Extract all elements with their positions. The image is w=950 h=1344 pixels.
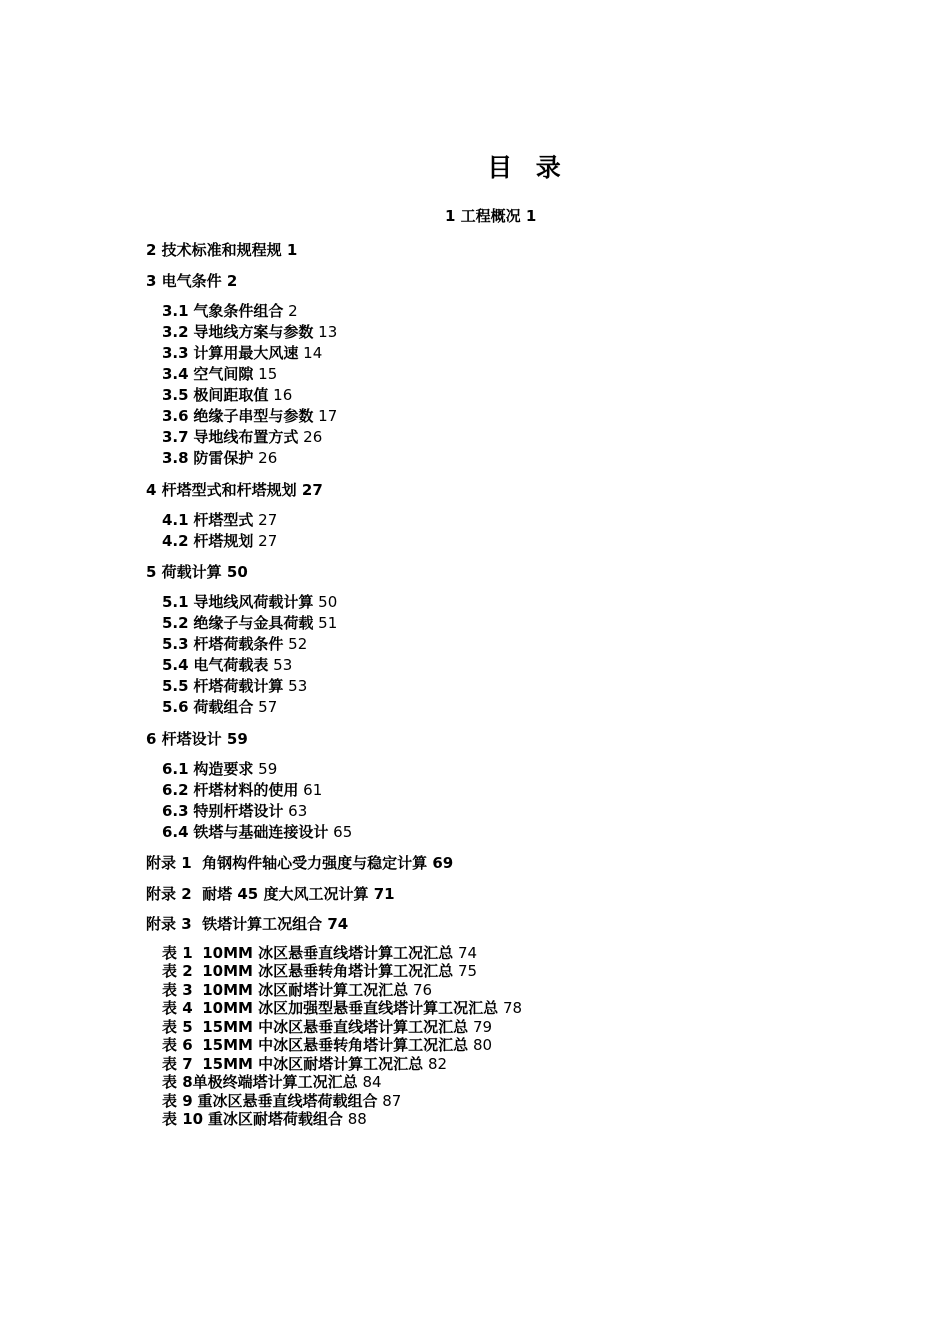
toc-text: 10MM 冰区悬垂转角塔计算工况汇总 <box>202 962 454 980</box>
toc-text: 空气间隙 <box>193 365 254 383</box>
toc-page: 53 <box>288 677 308 695</box>
toc-num: 表 5 <box>162 1018 193 1036</box>
toc-num: 3 <box>146 272 157 290</box>
toc-page: 88 <box>347 1110 367 1128</box>
toc-text: 15MM 中冰区悬垂直线塔计算工况汇总 <box>202 1018 469 1036</box>
toc-page: 1 <box>286 241 298 259</box>
toc-num: 5 <box>146 563 157 581</box>
toc-section-6-3[interactable] <box>162 801 307 821</box>
toc-text: 荷载计算 <box>161 563 222 581</box>
toc-num: 表 2 <box>162 962 193 980</box>
toc-page: 50 <box>226 563 248 581</box>
toc-text: 铁塔与基础连接设计 <box>193 823 329 841</box>
toc-text: 极间距取值 <box>193 386 269 404</box>
toc-section-3-6[interactable] <box>162 406 337 426</box>
toc-num: 4.1 <box>162 511 189 529</box>
toc-text: 10MM 冰区加强型悬垂直线塔计算工况汇总 <box>202 999 499 1017</box>
toc-text: 构造要求 <box>193 760 254 778</box>
toc-text: 10MM 冰区耐塔计算工况汇总 <box>202 981 409 999</box>
toc-num: 表 8 <box>162 1073 193 1091</box>
toc-table-6[interactable] <box>162 1036 492 1054</box>
toc-num: 表 3 <box>162 981 193 999</box>
toc-num: 6.3 <box>162 802 189 820</box>
toc-page: 26 <box>303 428 323 446</box>
toc-section-5-5[interactable] <box>162 676 307 696</box>
toc-num: 3.2 <box>162 323 189 341</box>
toc-page: 59 <box>226 730 248 748</box>
toc-page: 74 <box>457 944 478 962</box>
toc-num: 附录 3 <box>146 915 192 933</box>
toc-text: 杆塔荷载条件 <box>193 635 284 653</box>
toc-page: 50 <box>318 593 338 611</box>
toc-num: 表 7 <box>162 1055 193 1073</box>
toc-page: 27 <box>258 511 278 529</box>
toc-page: 16 <box>273 386 293 404</box>
toc-table-9[interactable] <box>162 1092 401 1110</box>
toc-text: 电气条件 <box>161 272 222 290</box>
toc-section-5-3[interactable] <box>162 634 307 654</box>
toc-table-3[interactable] <box>162 981 432 999</box>
toc-text: 15MM 中冰区耐塔计算工况汇总 <box>202 1055 424 1073</box>
toc-section-3-3[interactable] <box>162 343 322 363</box>
toc-num: 6 <box>146 730 157 748</box>
toc-section-5-4[interactable] <box>162 655 292 675</box>
toc-page: 52 <box>288 635 308 653</box>
toc-section-3-1[interactable] <box>162 301 298 321</box>
toc-page: 14 <box>303 344 323 362</box>
toc-text: 导地线布置方式 <box>193 428 299 446</box>
toc-num: 表 10 <box>162 1110 204 1128</box>
toc-section-6-4[interactable] <box>162 822 352 842</box>
toc-text: 10MM 冰区悬垂直线塔计算工况汇总 <box>202 944 454 962</box>
toc-num: 1 <box>445 207 456 225</box>
toc-page: 26 <box>258 449 278 467</box>
toc-num: 表 6 <box>162 1036 193 1054</box>
toc-num: 6.4 <box>162 823 189 841</box>
toc-page: 1 <box>525 207 537 225</box>
toc-num: 3.4 <box>162 365 189 383</box>
toc-page: 15 <box>258 365 278 383</box>
toc-num: 3.8 <box>162 449 189 467</box>
toc-num: 5.3 <box>162 635 189 653</box>
toc-text: 工程概况 <box>460 207 521 225</box>
toc-chapter-2[interactable] <box>146 240 297 260</box>
toc-text: 导地线风荷载计算 <box>193 593 314 611</box>
toc-section-6-1[interactable] <box>162 759 277 779</box>
toc-page: 79 <box>472 1018 493 1036</box>
toc-page: 84 <box>362 1073 382 1091</box>
toc-text: 角钢构件轴心受力强度与稳定计算 <box>202 854 428 872</box>
toc-num: 3.6 <box>162 407 189 425</box>
toc-text: 杆塔型式 <box>193 511 254 529</box>
toc-num: 附录 2 <box>146 885 192 903</box>
toc-appendix-3[interactable] <box>146 914 348 934</box>
toc-page: 57 <box>258 698 278 716</box>
toc-text: 气象条件组合 <box>193 302 284 320</box>
toc-text: 计算用最大风速 <box>193 344 299 362</box>
toc-section-3-7[interactable] <box>162 427 322 447</box>
toc-page: 61 <box>303 781 323 799</box>
toc-text: 铁塔计算工况组合 <box>202 915 323 933</box>
toc-title: 目 录 <box>487 153 563 182</box>
toc-text: 重冰区悬垂直线塔荷载组合 <box>197 1092 378 1110</box>
toc-page: 27 <box>301 481 323 499</box>
toc-text: 绝缘子串型与参数 <box>193 407 314 425</box>
toc-page: 59 <box>258 760 278 778</box>
toc-page: 80 <box>472 1036 493 1054</box>
toc-table-10[interactable] <box>162 1110 367 1128</box>
toc-text: 单极终端塔计算工况汇总 <box>192 1073 358 1091</box>
toc-section-4-1[interactable] <box>162 510 277 530</box>
toc-page: 13 <box>318 323 338 341</box>
toc-num: 表 4 <box>162 999 193 1017</box>
toc-page: 2 <box>226 272 238 290</box>
toc-section-5-6[interactable] <box>162 697 277 717</box>
toc-text: 15MM 中冰区悬垂转角塔计算工况汇总 <box>202 1036 469 1054</box>
toc-num: 5.2 <box>162 614 189 632</box>
toc-page: 74 <box>327 915 349 933</box>
toc-text: 杆塔材料的使用 <box>193 781 299 799</box>
toc-chapter-4[interactable] <box>146 480 323 500</box>
toc-table-7[interactable] <box>162 1055 447 1073</box>
toc-num: 3.1 <box>162 302 189 320</box>
toc-section-4-2[interactable] <box>162 531 277 551</box>
toc-num: 3.7 <box>162 428 189 446</box>
toc-section-3-8[interactable] <box>162 448 277 468</box>
toc-page: 82 <box>427 1055 448 1073</box>
toc-num: 表 1 <box>162 944 193 962</box>
toc-section-3-5[interactable] <box>162 385 292 405</box>
toc-text: 特别杆塔设计 <box>193 802 284 820</box>
toc-page: 65 <box>333 823 353 841</box>
toc-text: 杆塔设计 <box>161 730 222 748</box>
toc-page: 78 <box>502 999 523 1017</box>
toc-page: 87 <box>382 1092 402 1110</box>
toc-page: 75 <box>457 962 478 980</box>
toc-text: 耐塔 45 度大风工况计算 <box>202 885 369 903</box>
toc-num: 表 9 <box>162 1092 193 1110</box>
toc-table-1[interactable] <box>162 944 477 962</box>
toc-table-5[interactable] <box>162 1018 492 1036</box>
toc-chapter-6[interactable] <box>146 729 248 749</box>
toc-text: 荷载组合 <box>193 698 254 716</box>
toc-num: 6.1 <box>162 760 189 778</box>
toc-page: 51 <box>318 614 338 632</box>
toc-chapter-5[interactable] <box>146 562 248 582</box>
toc-text: 杆塔规划 <box>193 532 254 550</box>
toc-table-4[interactable] <box>162 999 522 1017</box>
toc-num: 5.4 <box>162 656 189 674</box>
toc-page: 69 <box>432 854 454 872</box>
toc-num: 附录 1 <box>146 854 192 872</box>
toc-text: 导地线方案与参数 <box>193 323 314 341</box>
toc-text: 杆塔荷载计算 <box>193 677 284 695</box>
toc-section-5-1[interactable] <box>162 592 337 612</box>
toc-page: 27 <box>258 532 278 550</box>
toc-appendix-1[interactable] <box>146 853 453 873</box>
toc-text: 杆塔型式和杆塔规划 <box>161 481 297 499</box>
toc-table-2[interactable] <box>162 962 477 980</box>
toc-section-3-4[interactable] <box>162 364 277 384</box>
toc-page: 53 <box>273 656 293 674</box>
toc-chapter-3[interactable] <box>146 271 237 291</box>
toc-page: 63 <box>288 802 308 820</box>
toc-page: 76 <box>412 981 433 999</box>
toc-text: 绝缘子与金具荷载 <box>193 614 314 632</box>
toc-page: 17 <box>318 407 338 425</box>
toc-num: 6.2 <box>162 781 189 799</box>
toc-section-6-2[interactable] <box>162 780 322 800</box>
toc-page: 71 <box>373 885 395 903</box>
toc-num: 4.2 <box>162 532 189 550</box>
toc-section-3-2[interactable] <box>162 322 337 342</box>
toc-text: 防雷保护 <box>193 449 254 467</box>
toc-num: 2 <box>146 241 157 259</box>
toc-num: 4 <box>146 481 157 499</box>
toc-section-5-2[interactable] <box>162 613 337 633</box>
toc-page: 2 <box>288 302 298 320</box>
toc-num: 5.1 <box>162 593 189 611</box>
toc-num: 5.6 <box>162 698 189 716</box>
toc-num: 5.5 <box>162 677 189 695</box>
toc-chapter-1[interactable] <box>445 206 536 226</box>
toc-table-8[interactable] <box>162 1073 382 1091</box>
toc-num: 3.5 <box>162 386 189 404</box>
toc-num: 3.3 <box>162 344 189 362</box>
toc-text: 重冰区耐塔荷载组合 <box>207 1110 343 1128</box>
toc-appendix-2[interactable] <box>146 884 395 904</box>
toc-text: 电气荷载表 <box>193 656 269 674</box>
toc-text: 技术标准和规程规 <box>161 241 282 259</box>
